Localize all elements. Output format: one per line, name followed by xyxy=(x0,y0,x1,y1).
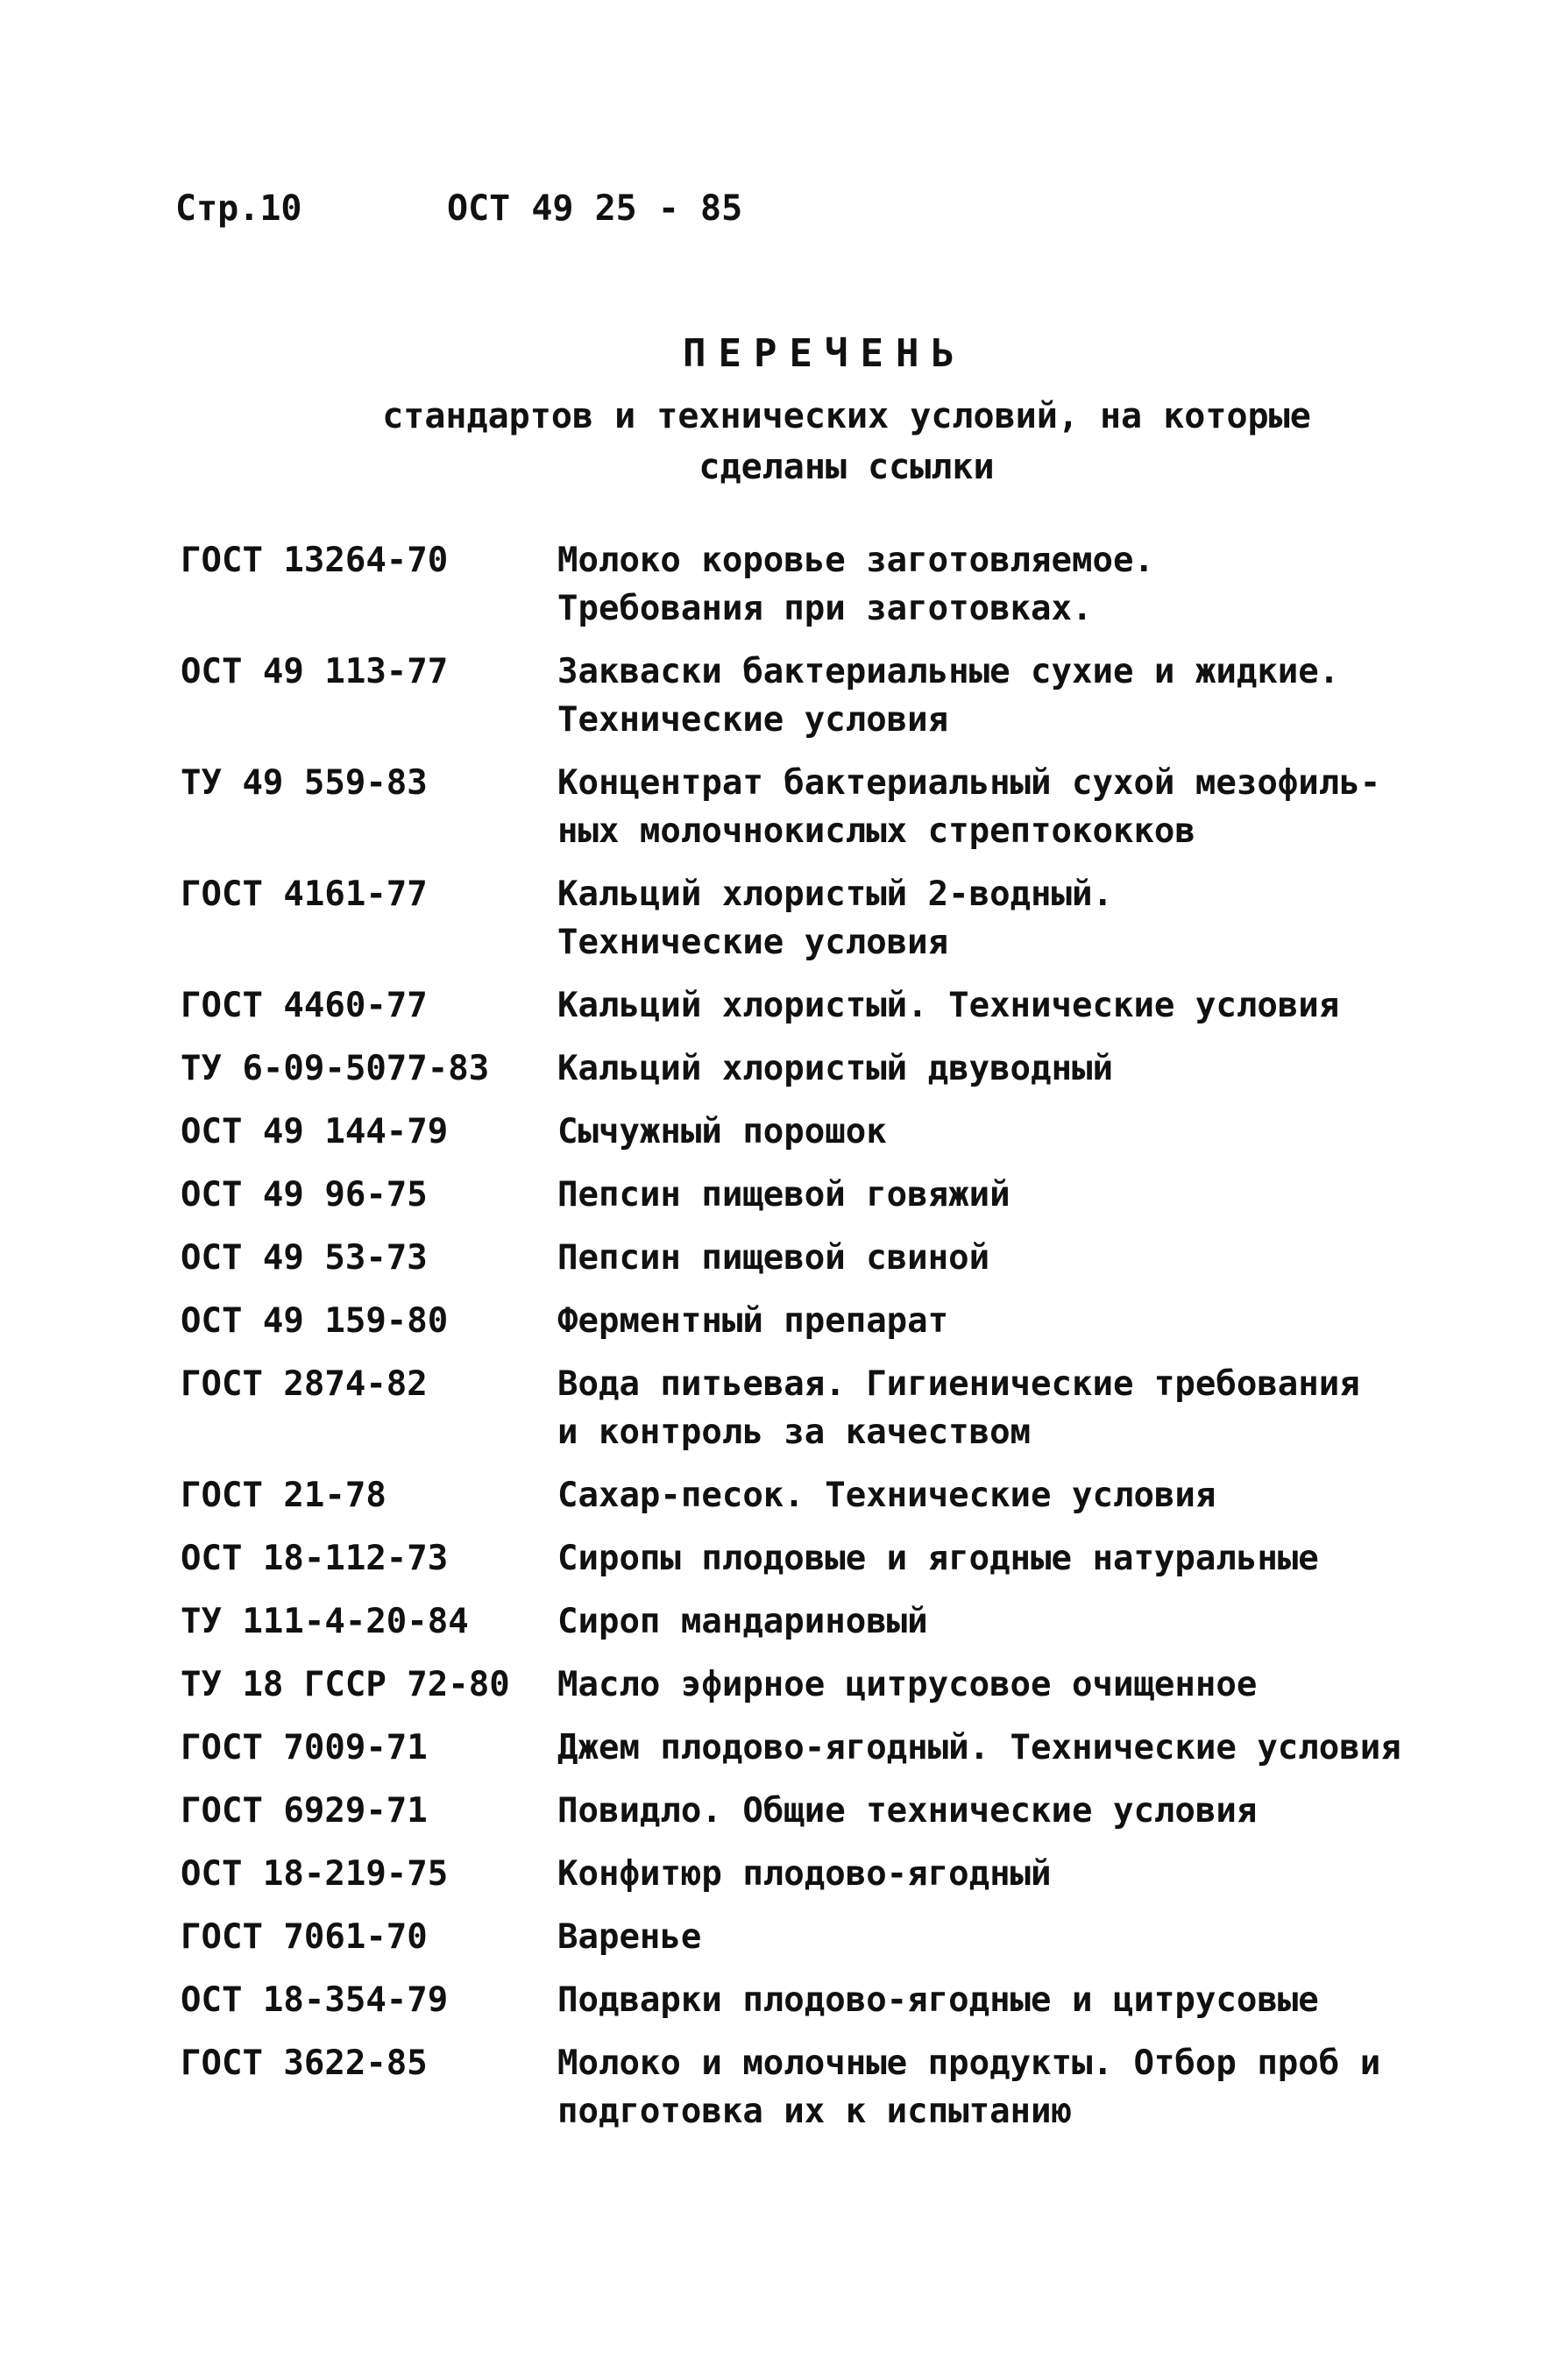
reference-code: ОСТ 49 144-79 xyxy=(181,1112,449,1151)
page-header xyxy=(175,188,742,229)
reference-description: Пепсин пищевой говяжий xyxy=(557,1175,1011,1215)
reference-code: ГОСТ 4161-77 xyxy=(181,875,428,914)
reference-code: ТУ 111-4-20-84 xyxy=(181,1602,469,1641)
reference-description: Пепсин пищевой свиной xyxy=(557,1238,990,1278)
reference-row xyxy=(181,1471,1408,1519)
reference-description: Джем плодово-ягодный. Технические условия xyxy=(557,1728,1401,1767)
reference-description: Кальций хлористый 2-водный. Технические условия xyxy=(557,875,1113,962)
reference-description: Закваски бактериальные сухие и жидкие. Технические условия xyxy=(557,652,1340,740)
reference-description: Кальций хлористый. Технические условия xyxy=(557,986,1340,1025)
reference-code: ГОСТ 4460-77 xyxy=(181,986,428,1025)
reference-row xyxy=(181,536,1408,633)
reference-row xyxy=(181,1045,1408,1093)
reference-code: ТУ 49 559-83 xyxy=(181,763,428,803)
reference-row xyxy=(181,1787,1408,1835)
reference-row xyxy=(181,1976,1408,2024)
reference-code: ОСТ 49 96-75 xyxy=(181,1175,428,1215)
reference-row xyxy=(181,1724,1408,1772)
document-code: ОСТ 49 25 - 85 xyxy=(447,188,743,229)
reference-row xyxy=(181,1297,1408,1345)
reference-row xyxy=(181,1597,1408,1646)
reference-description: Молоко коровье заготовляемое. Требования при заготовках. xyxy=(557,541,1154,628)
reference-row xyxy=(181,1534,1408,1583)
reference-description: Сахар-песок. Технические условия xyxy=(557,1476,1216,1515)
reference-description: Масло эфирное цитрусовое очищенное xyxy=(557,1665,1258,1704)
list-title: ПЕРЕЧЕНЬ xyxy=(683,331,967,376)
reference-row xyxy=(181,870,1408,967)
reference-description: Подварки плодово-ягодные и цитрусовые xyxy=(557,1980,1319,2020)
reference-row xyxy=(181,1171,1408,1219)
reference-row xyxy=(181,1360,1408,1456)
reference-code: ТУ 18 ГССР 72-80 xyxy=(181,1665,510,1704)
references-list xyxy=(181,536,1408,2150)
reference-code: ГОСТ 2874-82 xyxy=(181,1364,428,1404)
reference-description: Сычужный порошок xyxy=(557,1112,887,1151)
reference-code: ОСТ 18-112-73 xyxy=(181,1539,449,1578)
reference-code: ГОСТ 7009-71 xyxy=(181,1728,428,1767)
reference-description: Конфитюр плодово-ягодный xyxy=(557,1854,1052,1894)
reference-description: Варенье xyxy=(557,1917,702,1957)
list-subtitle-line-2: сделаны ссылки xyxy=(698,447,995,487)
reference-code: ГОСТ 13264-70 xyxy=(181,541,449,580)
reference-row xyxy=(181,1108,1408,1156)
reference-code: ГОСТ 21-78 xyxy=(181,1476,386,1515)
reference-description: Кальций хлористый двуводный xyxy=(557,1049,1113,1088)
reference-code: ОСТ 18-219-75 xyxy=(181,1854,449,1894)
reference-description: Концентрат бактериальный сухой мезофиль- ных молочнокислых стрептококков xyxy=(557,763,1381,851)
reference-code: ТУ 6-09-5077-83 xyxy=(181,1049,490,1088)
page-number: Стр.10 xyxy=(175,188,302,229)
reference-row xyxy=(181,1913,1408,1961)
reference-code: ОСТ 49 159-80 xyxy=(181,1301,449,1341)
reference-description: Ферментный препарат xyxy=(557,1301,949,1341)
reference-row xyxy=(181,2039,1408,2136)
reference-description: Сироп мандариновый xyxy=(557,1602,928,1641)
reference-row xyxy=(181,759,1408,855)
reference-code: ГОСТ 3622-85 xyxy=(181,2044,428,2083)
reference-description: Вода питьевая. Гигиенические требования и контроль за качеством xyxy=(557,1364,1360,1452)
reference-row xyxy=(181,981,1408,1030)
reference-description: Сиропы плодовые и ягодные натуральные xyxy=(557,1539,1319,1578)
reference-row xyxy=(181,1850,1408,1898)
reference-description: Повидло. Общие технические условия xyxy=(557,1791,1258,1831)
reference-row xyxy=(181,1234,1408,1282)
reference-row xyxy=(181,1661,1408,1709)
reference-code: ГОСТ 7061-70 xyxy=(181,1917,428,1957)
reference-code: ОСТ 18-354-79 xyxy=(181,1980,449,2020)
reference-code: ОСТ 49 113-77 xyxy=(181,652,449,691)
reference-code: ОСТ 49 53-73 xyxy=(181,1238,428,1278)
reference-description: Молоко и молочные продукты. Отбор проб и подготовка их к испытанию xyxy=(557,2044,1381,2131)
reference-code: ГОСТ 6929-71 xyxy=(181,1791,428,1831)
list-subtitle-line-1: стандартов и технических условий, на которые xyxy=(382,396,1311,436)
reference-row xyxy=(181,648,1408,744)
